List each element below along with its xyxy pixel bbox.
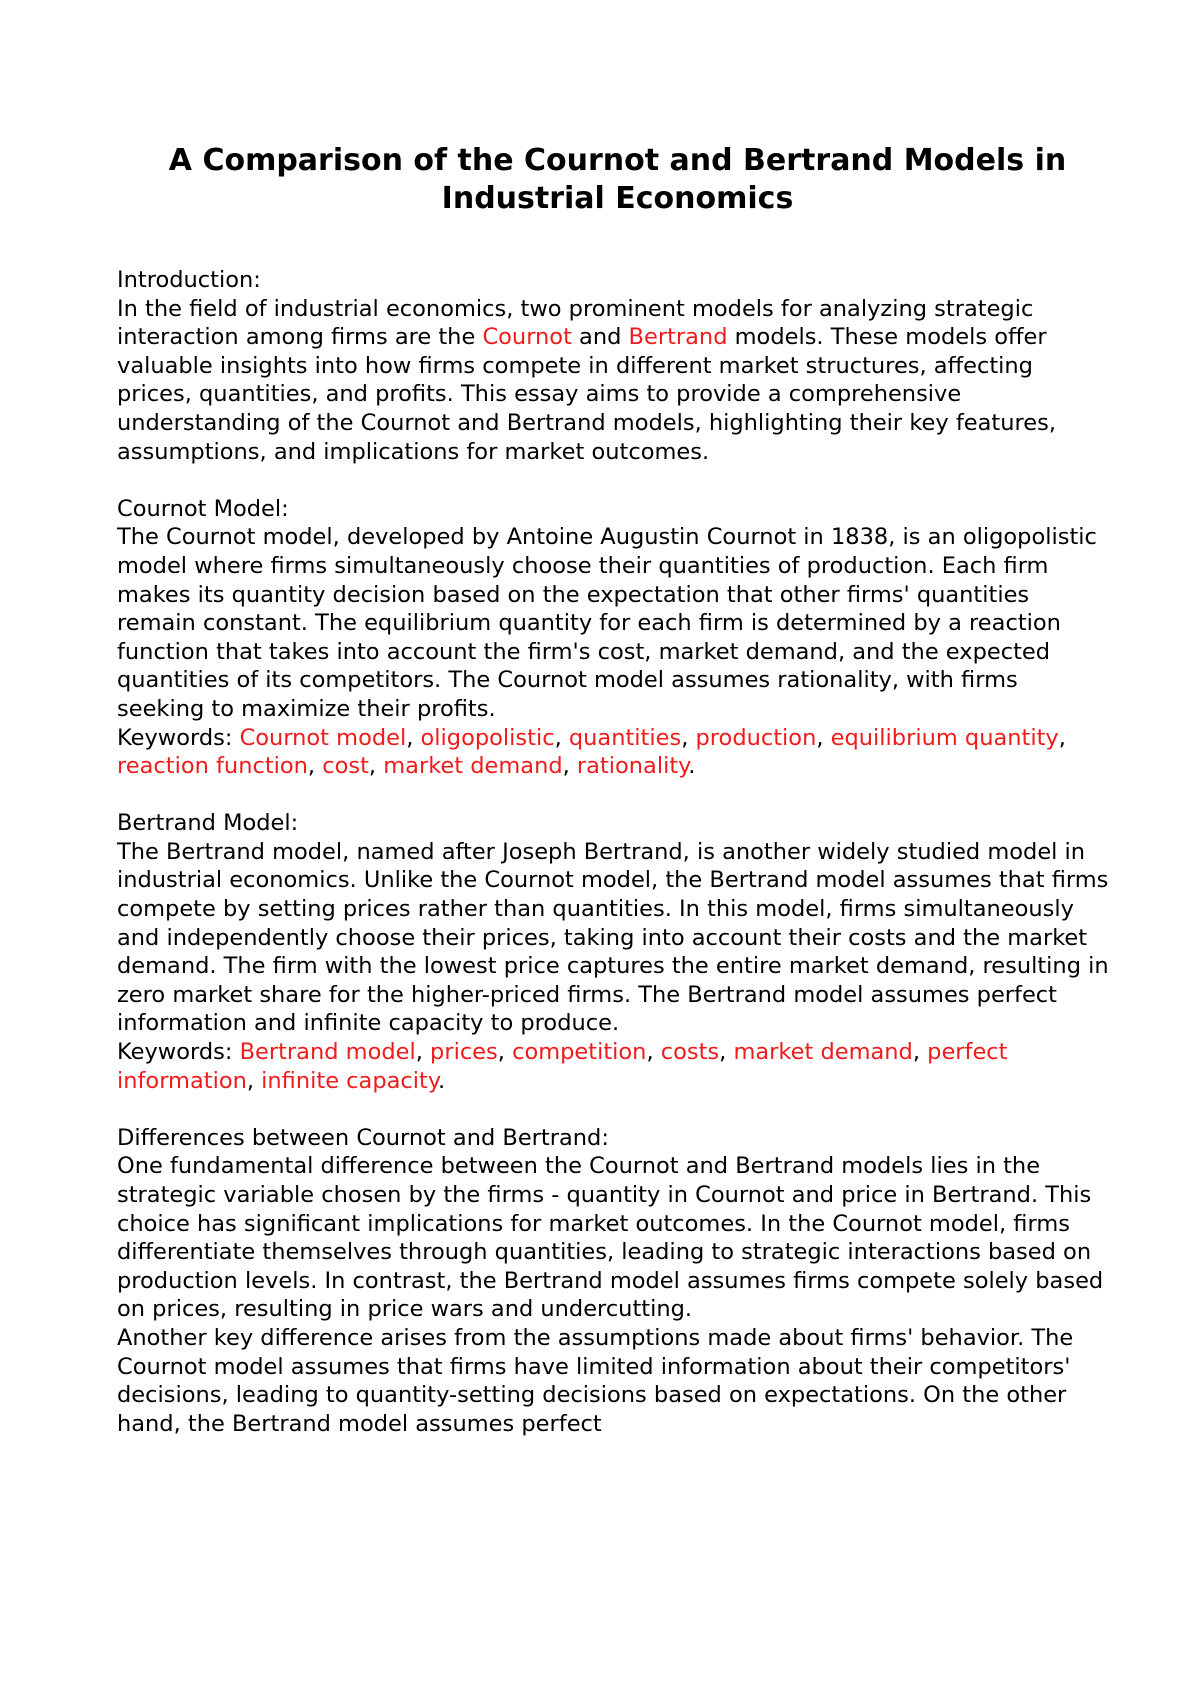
intro-text: models. These models offer valuable insights into how firms compete in different market structures, affecting prices, quantities, and profits. This essay aims to provide a comprehensive understanding of the Cournot and Bertrand models, highlighting their key features, assumptions, and implications for market outcomes. <box>117 324 1056 465</box>
cournot-heading: Cournot Model: <box>117 495 289 522</box>
cournot-keywords: Keywords: Cournot model, oligopolistic, quantities, production, equilibrium quantity, reaction function, cost, market demand, rationality. <box>117 724 1066 780</box>
bertrand-section <box>117 809 1110 1095</box>
keyword: production <box>695 724 817 751</box>
cournot-section <box>117 495 1110 781</box>
keywords-label: Keywords: <box>117 724 240 751</box>
keyword: Cournot model <box>239 724 407 751</box>
introduction-section <box>117 266 1110 466</box>
keyword: rationality <box>576 753 689 780</box>
keyword: Bertrand model <box>239 1039 416 1066</box>
keyword: reaction function <box>117 753 308 780</box>
bertrand-heading: Bertrand Model: <box>117 810 299 837</box>
keyword: quantities <box>568 724 682 751</box>
keyword: competition <box>512 1039 647 1066</box>
differences-paragraph-2: Another key difference arises from the assumptions made about firms' behavior. The Cournot model assumes that firms have limited information about their competitors' decisions, leading to quantity-setting decisions based on expectations. On the other hand, the Bertrand model assumes perfect <box>117 1324 1074 1437</box>
keywords-label: Keywords: <box>117 1039 240 1066</box>
title-line-2: Industrial Economics <box>441 181 794 216</box>
differences-section <box>117 1124 1110 1439</box>
introduction-heading: Introduction: <box>117 267 261 293</box>
intro-text: and <box>571 324 629 351</box>
keyword: costs <box>660 1039 720 1066</box>
title-line-1: A Comparison of the Cournot and Bertrand Models in <box>168 143 1067 178</box>
differences-paragraph-1: One fundamental difference between the Cournot and Bertrand models lies in the strategic variable chosen by the firms - quantity in Cournot and price in Bertrand. This choice has significant implications for market outcomes. In the Cournot model, firms differentiate themselves through quantities, leading to strategic interactions based on production levels. In contrast, the Bertrand model assumes firms compete solely based on prices, resulting in price wars and undercutting. <box>117 1153 1104 1323</box>
keyword: infinite capacity <box>261 1067 438 1094</box>
keyword: cost <box>322 753 369 780</box>
highlight-bertrand: Bertrand <box>628 324 728 351</box>
keyword: market demand <box>383 753 563 780</box>
differences-heading: Differences between Cournot and Bertrand: <box>117 1124 609 1151</box>
keyword: equilibrium quantity <box>830 724 1059 751</box>
highlight-cournot: Cournot <box>482 324 572 351</box>
bertrand-paragraph: The Bertrand model, named after Joseph Bertrand, is another widely studied model in industrial economics. Unlike the Cournot model, the Bertrand model assumes that firms compete by setting prices rather than quantities. In this model, firms simultaneously and independently choose their prices, taking into account their costs and the market demand. The firm with the lowest price captures the entire market demand, resulting in zero market share for the higher-priced firms. The Bertrand model assumes perfect information and infinite capacity to produce. <box>117 838 1109 1037</box>
keyword: prices <box>430 1039 498 1066</box>
intro-text: In the field of industrial economics, two prominent models for analyzing strategic interaction among firms are the <box>117 295 1034 351</box>
cournot-paragraph: The Cournot model, developed by Antoine Augustin Cournot in 1838, is an oligopolistic model where firms simultaneously choose their quantities of production. Each firm makes its quantity decision based on the expectation that other firms' quantities remain constant. The equilibrium quantity for each firm is determined by a reaction function that takes into account the firm's cost, market demand, and the expected quantities of its competitors. The Cournot model assumes rationality, with firms seeking to maximize their profits. <box>117 524 1097 722</box>
keyword: perfect information <box>117 1039 1008 1094</box>
introduction-paragraph <box>117 295 1110 467</box>
document-title <box>117 142 1110 218</box>
bertrand-keywords: Keywords: Bertrand model, prices, competition, costs, market demand, perfect information, infinite capacity. <box>117 1039 1008 1094</box>
keyword: market demand <box>733 1039 913 1066</box>
keyword: oligopolistic <box>420 724 555 751</box>
